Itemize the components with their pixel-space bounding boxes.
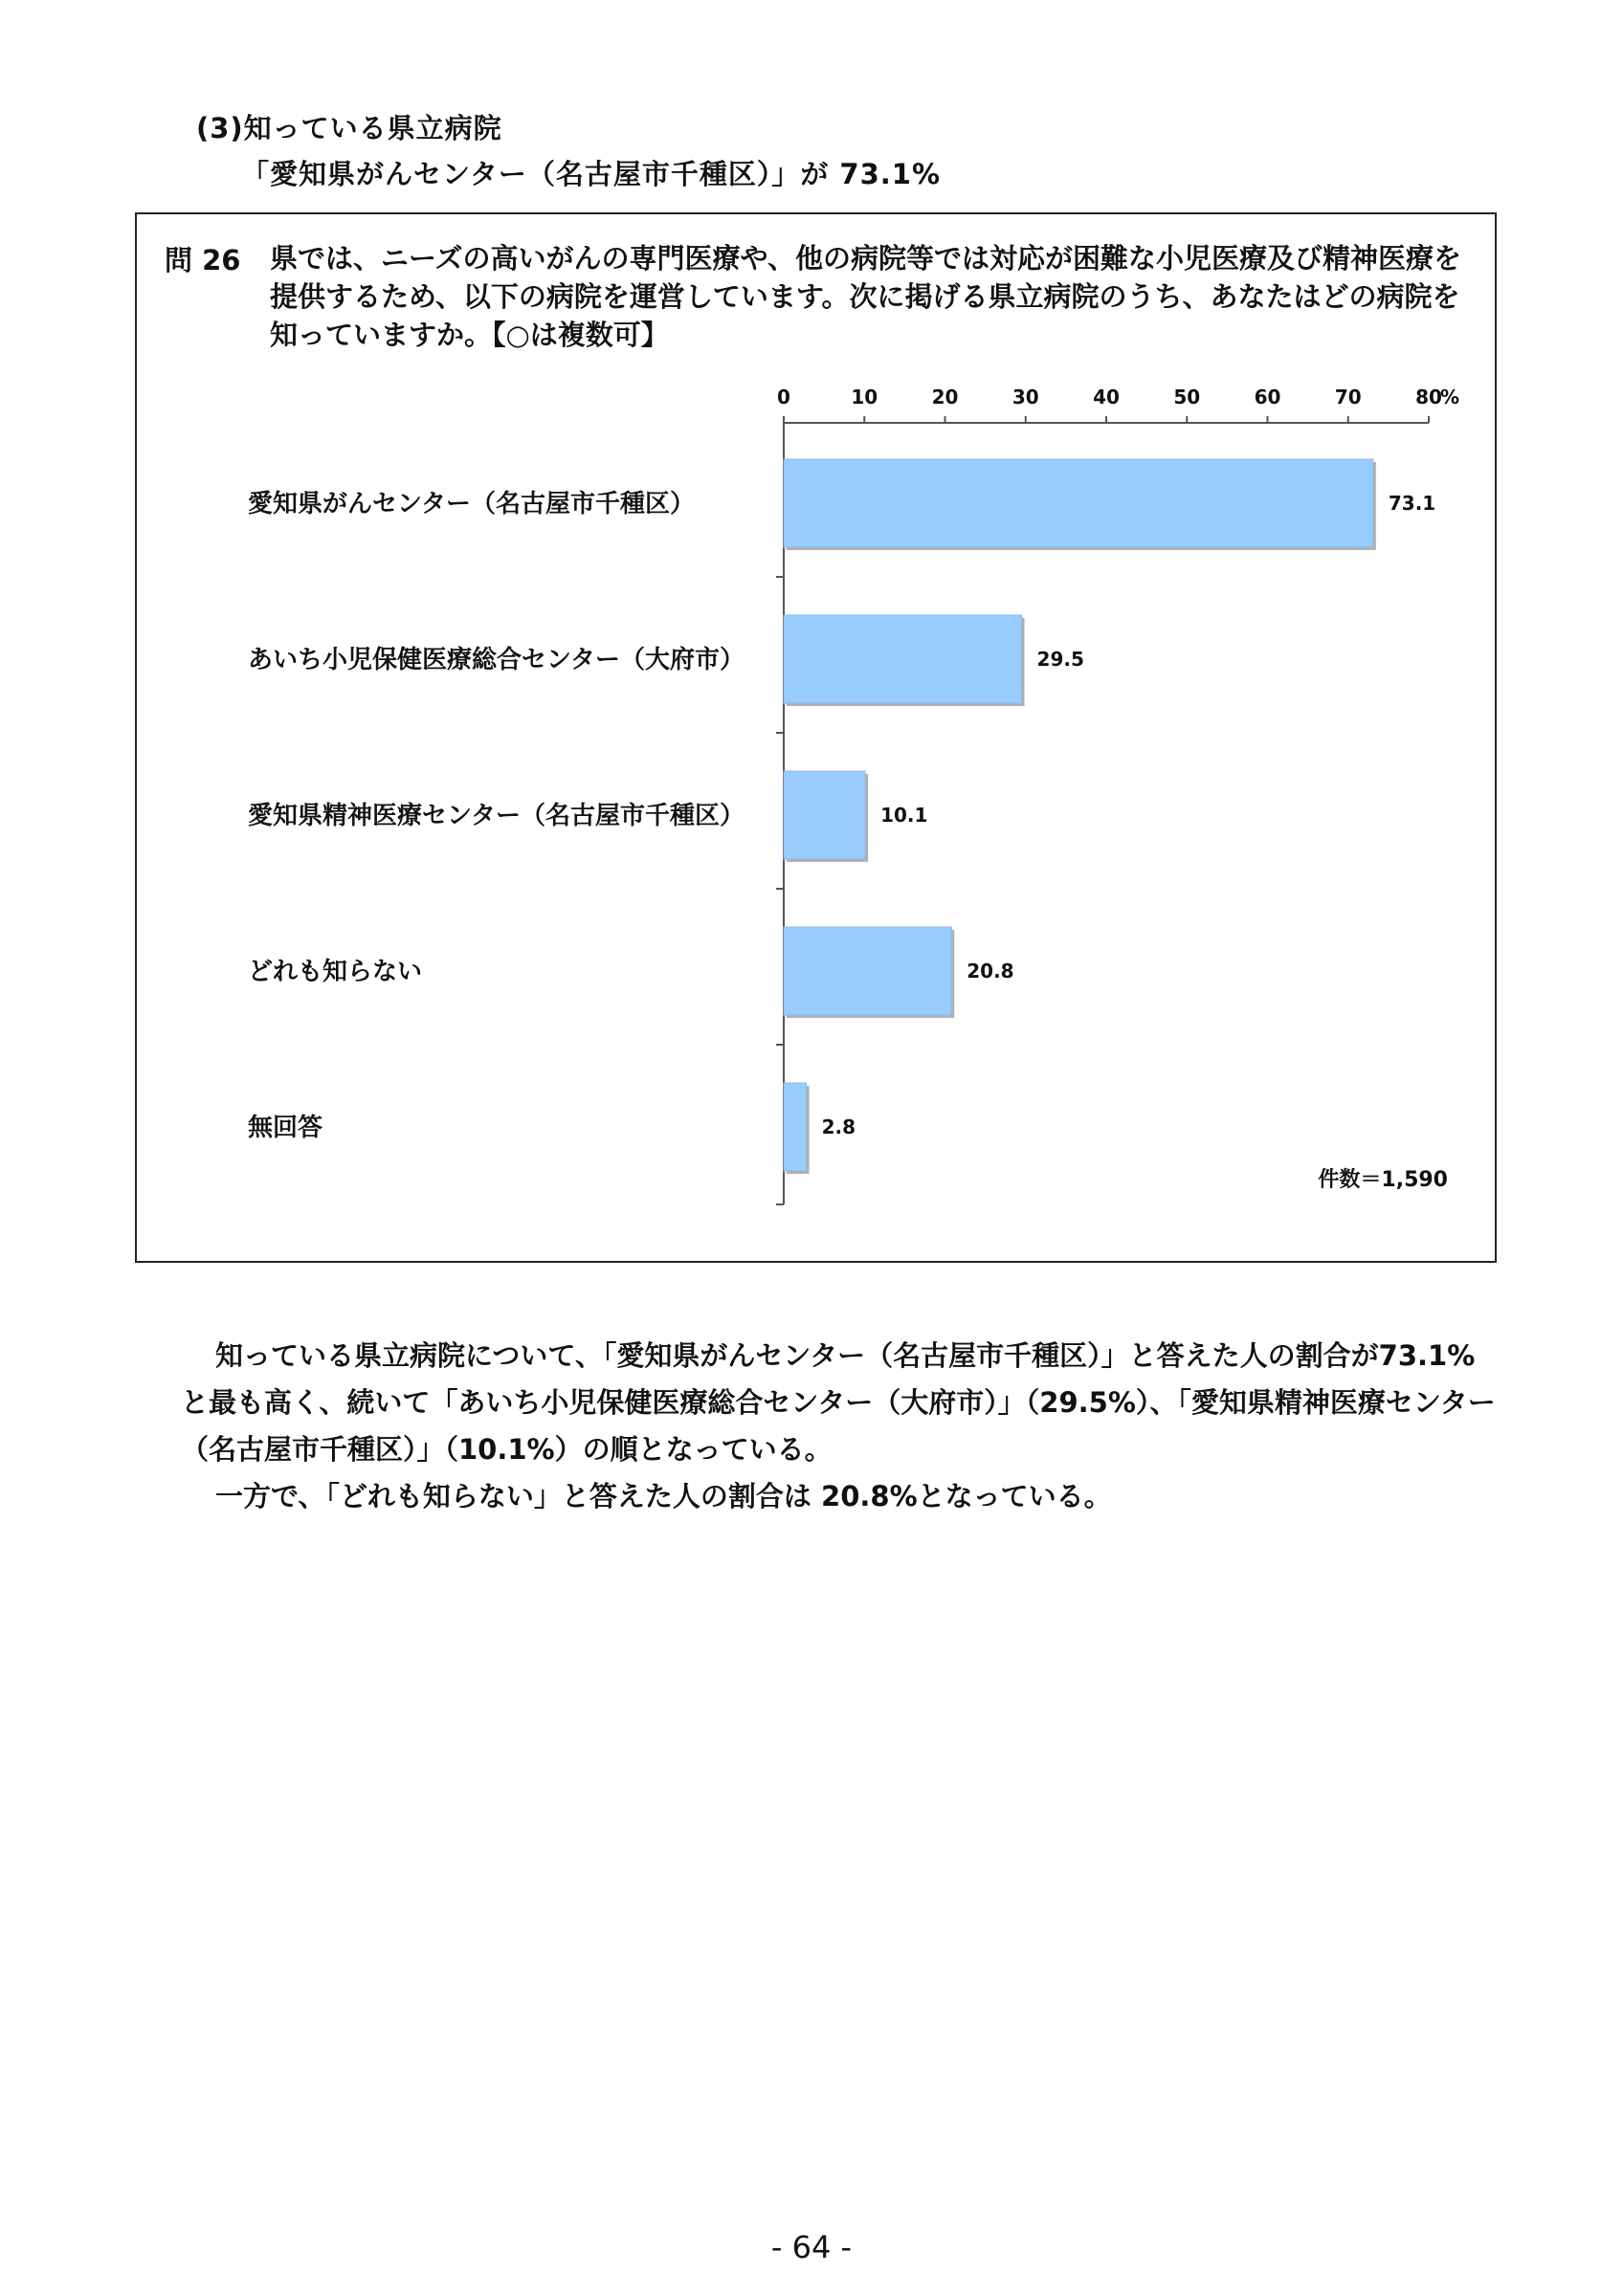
axis-unit-label: % (1440, 386, 1460, 408)
section-heading: (3)知っている県立病院 (196, 112, 502, 144)
summary-text (181, 1333, 1501, 1520)
section-subheading: 「愛知県がんセンター（名古屋市千種区）」が 73.1% (241, 158, 942, 190)
x-tick-label: 80 (1415, 386, 1442, 408)
x-tick-label: 40 (1093, 386, 1120, 408)
x-tick-label: 30 (1012, 386, 1039, 408)
x-tick-label: 60 (1254, 386, 1281, 408)
question-number: 問 26 (165, 244, 241, 276)
category-label: あいち小児保健医療総合センター（大府市） (248, 646, 745, 674)
data-label: 20.8 (967, 960, 1014, 982)
x-tick-label: 20 (931, 386, 959, 408)
bar (784, 1083, 807, 1171)
sample-count-note: 件数＝1,590 (1318, 1168, 1448, 1192)
data-label: 29.5 (1036, 648, 1084, 671)
question-text: 県では、ニーズの高いがんの専門医療や、他の病院等では対応が困難な小児医療及び精神医療を提供するため、以下の病院を運営しています。次に掲げる県立病院のうち、あなたはどの病院を知っていますか。【○は複数可】 (270, 242, 1461, 351)
bar (784, 927, 951, 1015)
page-number: - 64 - (770, 2229, 853, 2265)
data-label: 10.1 (880, 804, 928, 827)
category-label: 愛知県がんセンター（名古屋市千種区） (248, 490, 695, 519)
bar (784, 615, 1022, 703)
summary-paragraph-1: 知っている県立病院について、「愛知県がんセンター（名古屋市千種区）」と答えた人の割合が73.1%と最も高く、続いて「あいち小児保健医療総合センター（大府市）」（29.5%）、「愛知県精神医療センター（名古屋市千種区）」（10.1%）の順となっている。 (181, 1339, 1496, 1466)
data-label: 73.1 (1388, 492, 1436, 515)
category-label: どれも知らない (248, 958, 423, 986)
x-tick-label: 50 (1173, 386, 1201, 408)
bar-chart (137, 214, 1494, 1260)
category-label: 無回答 (248, 1114, 323, 1142)
summary-paragraph-2: 一方で、「どれも知らない」と答えた人の割合は 20.8%となっている。 (215, 1480, 1112, 1512)
data-label: 2.8 (821, 1115, 856, 1138)
x-tick-label: 0 (777, 386, 790, 408)
question-box (135, 212, 1497, 1263)
bar (784, 459, 1373, 547)
bar (784, 771, 865, 859)
x-tick-label: 10 (851, 386, 878, 408)
x-tick-label: 70 (1334, 386, 1362, 408)
category-label: 愛知県精神医療センター（名古屋市千種区） (248, 802, 745, 830)
